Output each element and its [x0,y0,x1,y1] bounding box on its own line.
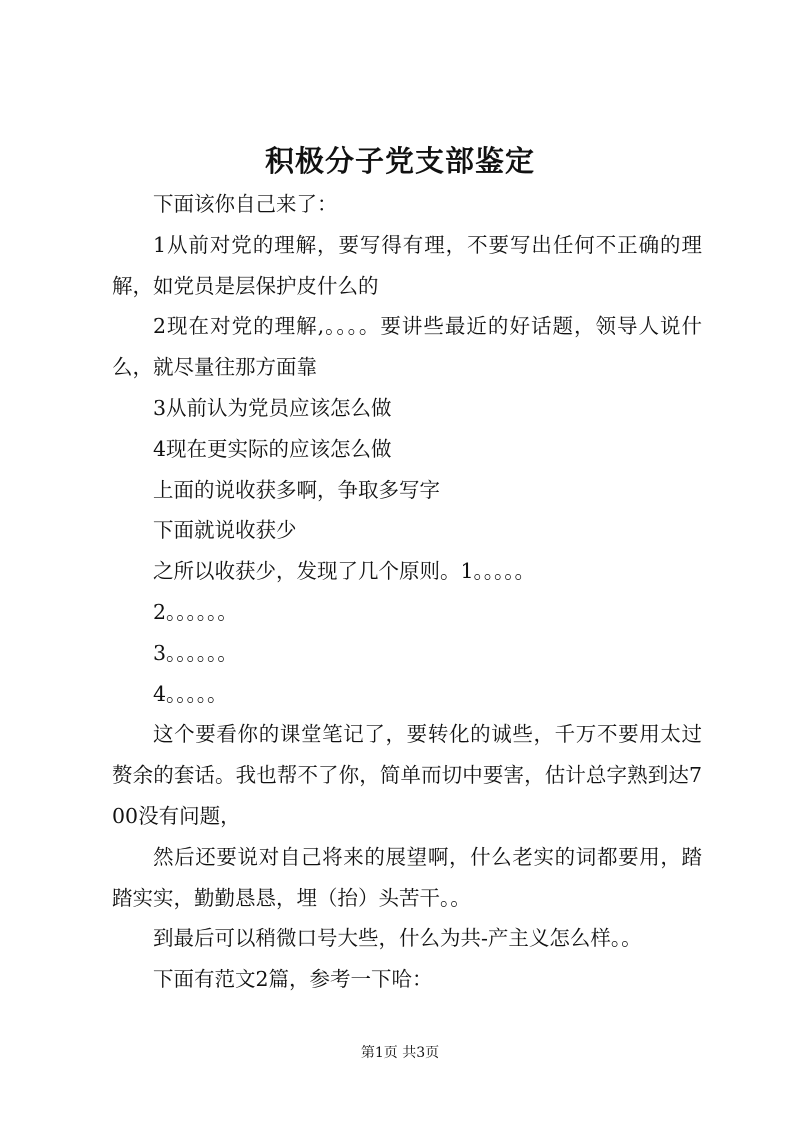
page-footer: 第1页 共3页 [360,1045,440,1061]
document-title: 积极分子党支部鉴定 [264,144,535,178]
paragraph: 然后还要说对自己将来的展望啊，什么老实的词都要用，踏踏实实，勤勤恳恳，埋（抬）头苦干。。 [112,844,702,910]
paragraph: 3从前认为党员应该怎么做 [153,395,392,420]
paragraph: 2。。。。。。 [153,599,238,624]
paragraph: 上面的说收获多啊，争取多写字 [153,477,440,502]
paragraph: 下面该你自己来了： [153,192,338,216]
paragraph: 下面有范文2篇，参考一下哈： [153,967,433,992]
paragraph: 1从前对党的理解，要写得有理，不要写出任何不正确的理解，如党员是层保护皮什么的 [112,232,702,298]
paragraph: 4现在更实际的应该怎么做 [153,436,392,461]
paragraph: 之所以收获少，发现了几个原则。1。。。。。 [153,559,536,584]
document-body [112,184,702,1000]
paragraph: 下面就说收获少 [153,518,297,543]
paragraph: 4。。。。。 [153,681,228,706]
paragraph: 3。。。。。。 [153,640,238,665]
paragraph: 2现在对党的理解,。。。。要讲些最近的好话题，领导人说什么，就尽量往那方面靠 [112,314,702,380]
paragraph: 这个要看你的课堂笔记了，要转化的诚些，千万不要用太过赘余的套话。我也帮不了你，简单而切中要害，估计总字熟到达700没有问题， [112,722,702,828]
paragraph: 到最后可以稍微口号大些，什么为共-产主义怎么样。。 [153,926,642,951]
